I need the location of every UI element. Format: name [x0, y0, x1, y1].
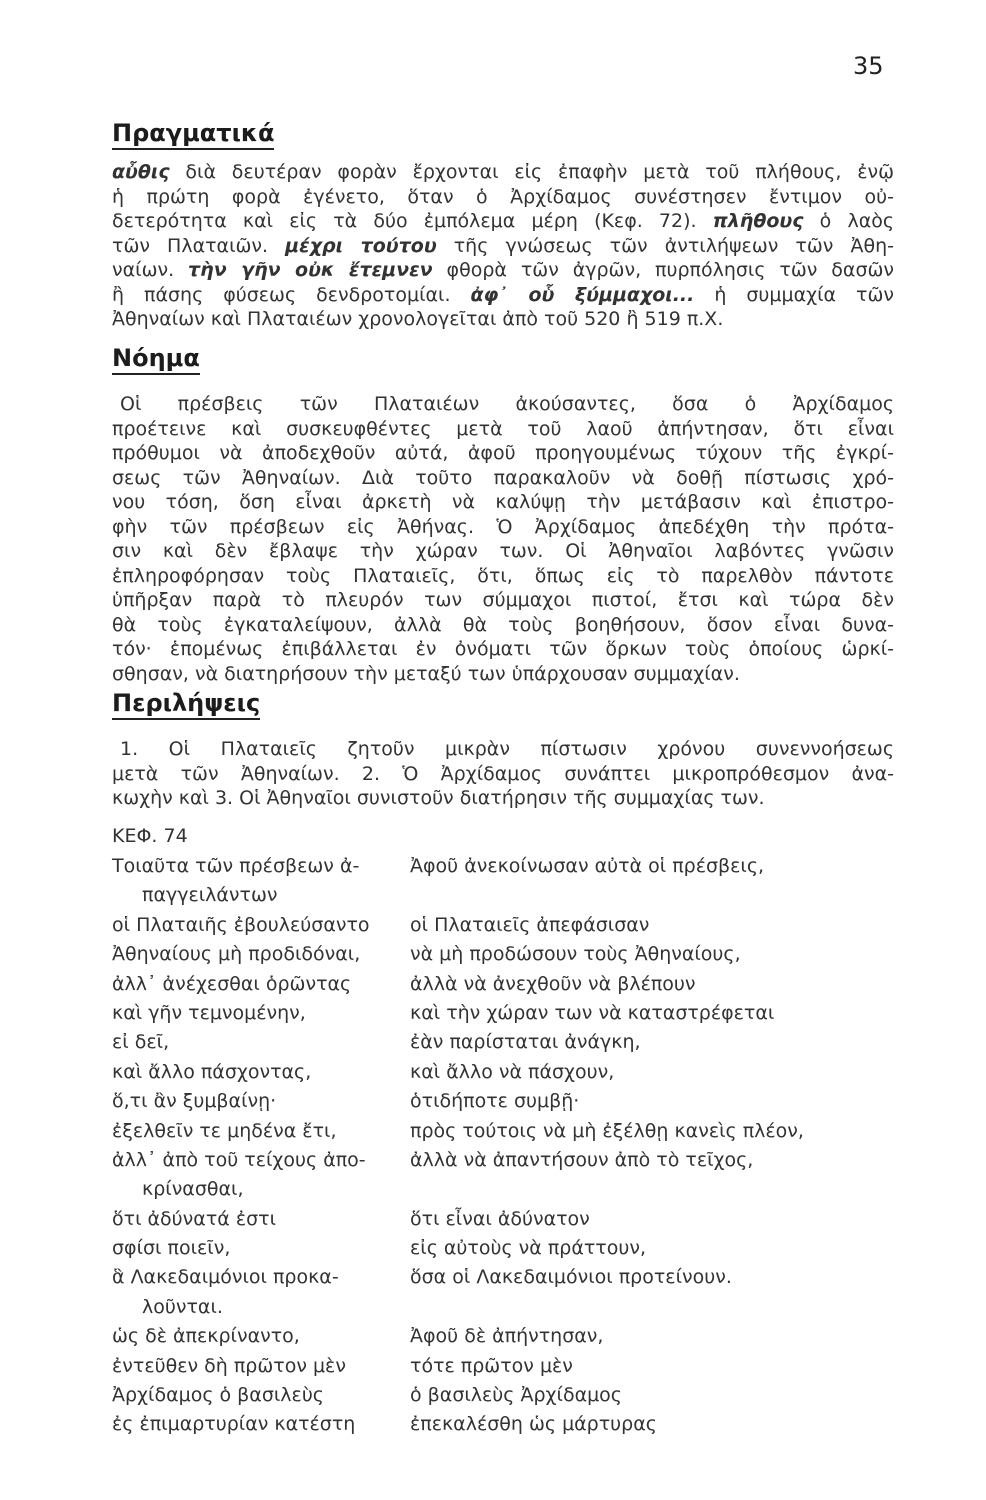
original-line: ὡς δὲ ἀπεκρίναντο,	[112, 1325, 300, 1348]
original-line: ἐξελθεῖν τε μηδένα ἔτι,	[112, 1119, 337, 1142]
text-run: Ἀθηναίων καὶ Πλαταιέων χρονολογεῖται ἀπὸ τοῦ 520 ἢ 519 π.Χ.	[112, 308, 724, 330]
section-body-noima	[112, 392, 894, 686]
original-line: οἱ Πλαταιῆς ἐβουλεύσαντο	[112, 913, 370, 936]
original-line: παγγειλάντων	[142, 884, 278, 907]
text-line: μετὰ τῶν Ἀθηναίων. 2. Ὁ Ἀρχίδαμος συνάπτει μικροπρόθεσμον ἀνα-	[112, 762, 894, 785]
section-body-perilipseis	[112, 737, 894, 811]
translation-line: καὶ τὴν χώραν των νὰ καταστρέφεται	[410, 1001, 775, 1024]
translation-line: εἰς αὐτοὺς νὰ πράττουν,	[410, 1237, 647, 1260]
chapter-label: ΚΕΦ. 74	[112, 825, 188, 847]
text-line: προέτεινε καὶ συσκευφθέντες μετὰ τοῦ λαοῦ ἀπήντησαν, ὅτι εἶναι	[112, 417, 894, 440]
text-run: δετερότητα καὶ εἰς τὰ δύο ἐμπόλεμα μέρη (Κεφ. 72).	[112, 210, 713, 232]
text-run: ἡ πρώτη φορὰ ἐγένετο, ὅταν ὁ Ἀρχίδαμος συνέστησεν ἔντιμον οὐ-	[112, 185, 894, 208]
translation-line: Ἀφοῦ ἀνεκοίνωσαν αὐτὰ οἱ πρέσβεις,	[410, 855, 765, 877]
lemma-term: τὴν γῆν οὐκ ἔτεμνεν	[188, 259, 433, 281]
lemma-term: πλῆθους	[712, 210, 804, 232]
original-line: σφίσι ποιεῖν,	[112, 1237, 231, 1260]
original-line: ἀλλ᾽ ἀπὸ τοῦ τείχους ἀπο-	[112, 1148, 366, 1171]
original-line: λοῦνται.	[142, 1295, 223, 1318]
text-run: τῆς γνώσεως τῶν ἀντιλήψεων τῶν Ἀθη-	[436, 234, 895, 257]
section-heading-pragmatika: Πραγματικά	[112, 118, 274, 150]
translation-line: ὅτι εἶναι ἀδύνατον	[410, 1207, 590, 1230]
original-line: καὶ γῆν τεμνομένην,	[112, 1001, 306, 1024]
text-line	[112, 307, 894, 332]
translation-line: ἀλλὰ νὰ ἀπαντήσουν ἀπὸ τὸ τεῖχος,	[410, 1148, 754, 1171]
section-heading-noima: Νόημα	[112, 343, 200, 375]
translation-line: τότε πρῶτον μὲν	[410, 1354, 573, 1377]
text-line: νου τόση, ὅση εἶναι ἀρκετὴ νὰ καλύψῃ τὴν μετάβασιν καὶ ἐπιστρο-	[112, 491, 894, 513]
original-line: ἐς ἐπιμαρτυρίαν κατέστη	[112, 1413, 356, 1436]
translation-line: ὅσα οἱ Λακεδαιμόνιοι προτείνουν.	[410, 1266, 732, 1289]
text-line: κωχὴν καὶ 3. Οἱ Ἀθηναῖοι συνιστοῦν διατήρησιν τῆς συμμαχίας των.	[112, 787, 765, 809]
text-line: σιν καὶ δὲν ἔβλαψε τὴν χώραν των. Οἱ Ἀθηναῖοι λαβόντες γνῶσιν	[112, 540, 894, 562]
text-run: διὰ δευτέραν φορὰν ἔρχονται εἰς ἐπαφὴν μετὰ τοῦ πλήθους, ἐνῷ	[169, 161, 894, 183]
text-line	[112, 234, 894, 259]
translation-line	[410, 1175, 880, 1204]
section-heading-perilipseis: Περιλήψεις	[112, 688, 260, 720]
original-line: ἐντεῦθεν δὴ πρῶτον μὲν	[112, 1354, 346, 1377]
original-line: ἀλλ᾽ ἀνέχεσθαι ὁρῶντας	[112, 972, 352, 995]
original-line: ὅτι ἀδύνατά ἐστι	[112, 1207, 276, 1230]
text-line: 1. Οἱ Πλαταιεῖς ζητοῦν μικρὰν πίστωσιν χρόνου συνεννοήσεως	[120, 738, 894, 760]
text-line: πρόθυμοι νὰ ἀποδεχθοῦν αὐτά, ἀφοῦ προηγουμένως τύχουν τῆς ἐγκρί-	[112, 442, 894, 464]
translation-line: ἐὰν παρίσταται ἀνάγκη,	[410, 1031, 641, 1054]
text-line: τόν· ἑπομένως ἐπιβάλλεται ἐν ὀνόματι τῶν ὅρκων τοὺς ὁποίους ὡρκί-	[112, 638, 894, 660]
original-text-column	[112, 852, 397, 1440]
text-run: τῶν Πλαταιῶν.	[112, 234, 286, 257]
text-line	[112, 160, 894, 185]
text-run: φθορὰ τῶν ἀγρῶν, πυρπόλησις τῶν δασῶν	[432, 259, 895, 281]
translation-line: ἐπεκαλέσθη ὡς μάρτυρας	[410, 1413, 657, 1436]
translation-line: πρὸς τούτοις νὰ μὴ ἐξέλθῃ κανεὶς πλέον,	[410, 1119, 804, 1142]
original-line: Ἀθηναίους μὴ προδιδόναι,	[112, 943, 361, 966]
translation-line: καὶ ἄλλο νὰ πάσχουν,	[410, 1060, 615, 1083]
text-run: ἡ συμμαχία τῶν	[694, 283, 894, 306]
text-run: ὁ λαὸς	[803, 210, 895, 232]
original-line: ἃ Λακεδαιμόνιοι προκα-	[112, 1266, 339, 1289]
text-run: ναίων.	[112, 259, 189, 281]
original-line: ὅ,τι ἂν ξυμβαίνῃ·	[112, 1090, 277, 1113]
original-line: Ἀρχίδαμος ὁ βασιλεὺς	[112, 1384, 324, 1407]
page-number: 35	[853, 52, 884, 80]
lemma-term: μέχρι τούτου	[285, 234, 437, 257]
original-line: εἰ δεῖ,	[112, 1031, 170, 1054]
text-line: ἐπληροφόρησαν τοὺς Πλαταιεῖς, ὅτι, ὅπως εἰς τὸ παρελθὸν πάντοτε	[112, 564, 894, 587]
original-line: καὶ ἄλλο πάσχοντας,	[112, 1060, 312, 1083]
translation-line: ὁτιδήποτε συμβῇ·	[410, 1090, 580, 1113]
section-body-pragmatika	[112, 160, 894, 332]
text-line: σεως τῶν Ἀθηναίων. Διὰ τοῦτο παρακαλοῦν νὰ δοθῇ πίστωσις χρό-	[112, 466, 894, 489]
translation-line	[410, 1293, 880, 1322]
translation-line: νὰ μὴ προδώσουν τοὺς Ἀθηναίους,	[410, 943, 741, 966]
translation-line: ὁ βασιλεὺς Ἀρχίδαμος	[410, 1384, 622, 1407]
lemma-term: ἀφ᾽ οὗ ξύμμαχοι...	[470, 283, 695, 306]
text-line: ὑπῆρξαν παρὰ τὸ πλευρόν των σύμμαχοι πιστοί, ἔτσι καὶ τώρα δὲν	[112, 589, 894, 611]
original-line: Τοιαῦτα τῶν πρέσβεων ἀ-	[112, 855, 360, 877]
translation-line	[410, 881, 880, 910]
translation-line: ἀλλὰ νὰ ἀνεχθοῦν νὰ βλέπουν	[410, 972, 696, 995]
translation-line: Ἀφοῦ δὲ ἀπήντησαν,	[410, 1325, 604, 1348]
translation-column	[410, 852, 880, 1440]
text-line: σθησαν, νὰ διατηρήσουν τὴν μεταξύ των ὑπάρχουσαν συμμαχίαν.	[112, 662, 740, 685]
original-line: κρίνασθαι,	[142, 1178, 244, 1201]
lemma-term: αὖθις	[112, 161, 170, 183]
text-line	[112, 209, 894, 234]
text-run: ἢ πάσης φύσεως δενδροτομίαι.	[112, 283, 471, 306]
translation-line: οἱ Πλαταιεῖς ἀπεφάσισαν	[410, 913, 650, 936]
text-line	[112, 283, 894, 308]
text-line: Οἱ πρέσβεις τῶν Πλαταιέων ἀκούσαντες, ὅσα ὁ Ἀρχίδαμος	[120, 393, 894, 415]
text-line: θὰ τοὺς ἐγκαταλείψουν, ἀλλὰ θὰ τοὺς βοηθήσουν, ὅσον εἶναι δυνα-	[112, 613, 894, 636]
text-line: φὴν τῶν πρέσβεων εἰς Ἀθήνας. Ὁ Ἀρχίδαμος ἀπεδέχθη τὴν πρότα-	[112, 515, 894, 538]
text-line	[112, 185, 894, 210]
text-line	[112, 258, 894, 283]
